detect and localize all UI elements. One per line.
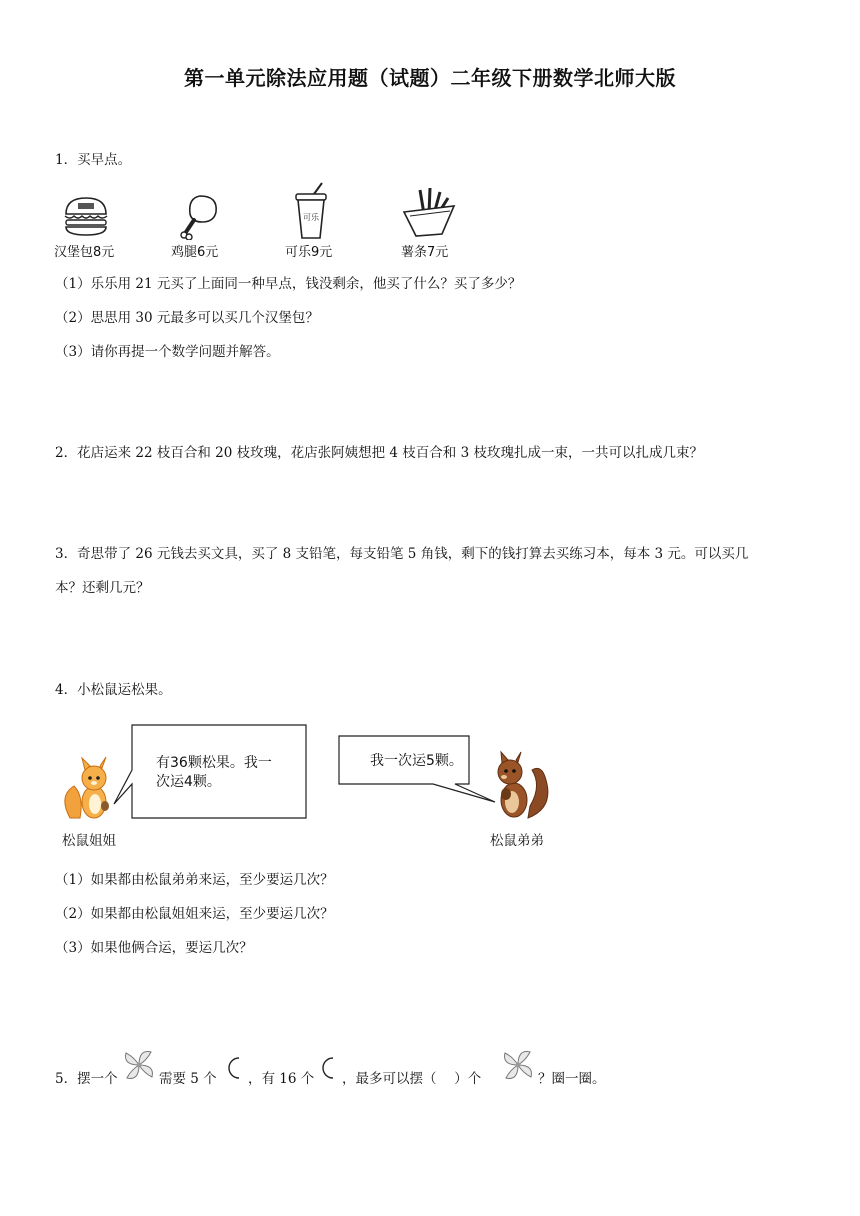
- brother-speech-text: 我一次运5颗。: [370, 753, 463, 769]
- squirrel-brother-label: 松鼠弟弟: [490, 833, 544, 849]
- question-1-sub-2: （2）思思用 30 元最多可以买几个汉堡包？: [55, 310, 319, 326]
- sister-speech-line-2: 次运4颗。: [156, 774, 221, 790]
- question-4-sub-3: （3）如果他俩合运，要运几次？: [55, 940, 253, 956]
- question-5-part-3: ，有 16 个: [248, 1071, 315, 1087]
- cola-cup-text: 可乐: [303, 213, 319, 222]
- question-4-sub-2: （2）如果都由松鼠姐姐来运，至少要运几次？: [55, 906, 334, 922]
- food-label-fries: 薯条7元: [401, 245, 449, 260]
- food-label-cola: 可乐9元: [285, 245, 333, 260]
- question-1-sub-3: （3）请你再提一个数学问题并解答。: [55, 344, 280, 360]
- pinwheel-icon: [120, 1046, 158, 1084]
- question-5-part-4: ，最多可以摆（ ）个: [342, 1071, 482, 1087]
- page-title: 第一单元除法应用题（试题）二年级下册数学北师大版: [184, 66, 676, 90]
- squirrel-brother-icon: [488, 750, 552, 822]
- fries-icon: [402, 186, 456, 238]
- question-1-stem: 1．买早点。: [55, 152, 132, 168]
- food-label-hamburger: 汉堡包8元: [54, 245, 115, 260]
- pinwheel-icon-2: [499, 1046, 537, 1084]
- question-5-part-5: ？圈一圈。: [538, 1071, 606, 1087]
- crescent-moon-icon-2: [320, 1056, 340, 1080]
- question-5-part-1: 5．摆一个: [55, 1071, 118, 1087]
- chicken-leg-icon: [178, 192, 222, 240]
- sister-speech-line-1: 有36颗松果。我一: [156, 755, 272, 771]
- question-1-sub-1: （1）乐乐用 21 元买了上面同一种早点，钱没剩余，他买了什么？买了多少？: [55, 276, 522, 292]
- crescent-moon-icon: [226, 1056, 246, 1080]
- cola-cup-icon: [292, 182, 332, 240]
- hamburger-icon: [62, 194, 110, 238]
- question-5-part-2: 需要 5 个: [159, 1071, 217, 1087]
- question-4-stem: 4．小松鼠运松果。: [55, 682, 172, 698]
- question-4-sub-1: （1）如果都由松鼠弟弟来运，至少要运几次？: [55, 872, 334, 888]
- question-2-stem: 2．花店运来 22 枝百合和 20 枝玫瑰，花店张阿姨想把 4 枝百合和 3 枝玫瑰扎成一束，一共可以扎成几束？: [55, 445, 703, 461]
- question-3-line-2: 本？还剩几元？: [55, 580, 150, 596]
- question-3-line-1: 3．奇思带了 26 元钱去买文具，买了 8 支铅笔，每支铅笔 5 角钱，剩下的钱打算去买练习本，每本 3 元。可以买几: [55, 546, 749, 562]
- squirrel-sister-label: 松鼠姐姐: [62, 833, 116, 849]
- food-label-chicken-leg: 鸡腿6元: [171, 245, 219, 260]
